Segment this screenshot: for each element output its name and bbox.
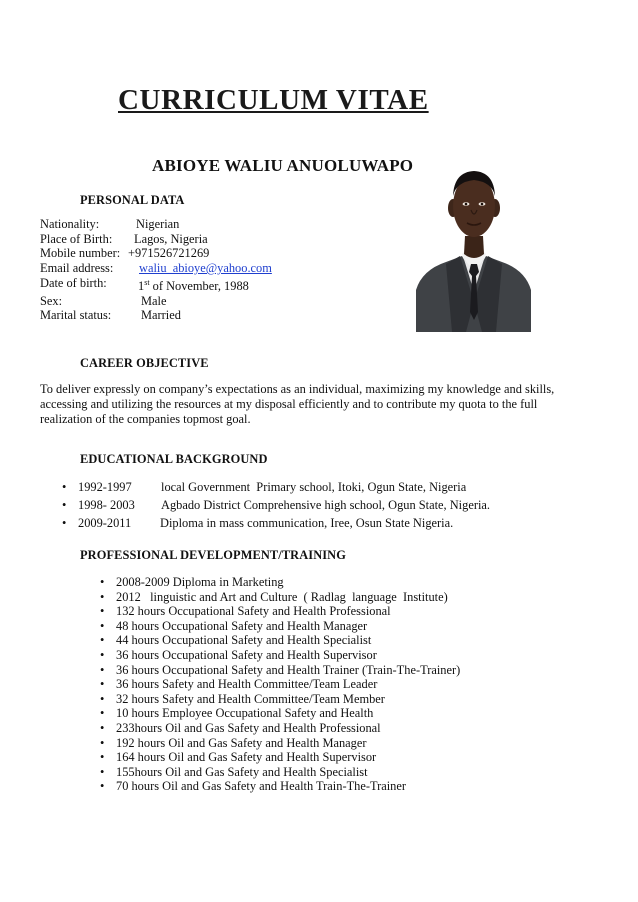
birthplace-value: Lagos, Nigeria	[134, 231, 208, 246]
training-item-text: 2012 linguistic and Art and Culture ( Radlag language Institute)	[116, 589, 448, 604]
document-title: CURRICULUM VITAE	[118, 84, 429, 116]
personal-row-email	[40, 261, 272, 276]
training-item-text: 48 hours Occupational Safety and Health Manager	[116, 618, 368, 633]
education-years: 1992-1997	[78, 480, 132, 494]
list-item	[100, 765, 460, 780]
education-school: local Government Primary school, Itoki, Ogun State, Nigeria	[161, 480, 467, 494]
bullet-icon: •	[100, 575, 105, 589]
list-item	[100, 750, 460, 765]
training-item-text: 70 hours Oil and Gas Safety and Health Train-The-Trainer	[116, 779, 406, 794]
training-item-text: 44 hours Occupational Safety and Health Specialist	[116, 633, 372, 648]
bullet-icon: •	[100, 706, 105, 721]
education-school: Diploma in mass communication, Iree, Osun State Nigeria.	[160, 516, 454, 531]
list-item	[100, 633, 460, 648]
bullet-icon: •	[100, 604, 105, 619]
nationality-label: Nationality:	[40, 217, 100, 231]
email-label: Email address:	[40, 261, 114, 276]
training-item-text: 36 hours Safety and Health Committee/Team Leader	[116, 677, 378, 692]
list-item	[100, 692, 460, 707]
training-item-text: 233hours Oil and Gas Safety and Health Professional	[116, 720, 381, 735]
list-item	[100, 663, 460, 678]
list-item	[100, 706, 460, 721]
bullet-icon: •	[100, 647, 105, 662]
personal-data-table	[40, 217, 272, 323]
bullet-icon: •	[100, 691, 105, 706]
mobile-value: +971526721269	[128, 246, 210, 261]
list-item	[100, 721, 460, 736]
education-list	[62, 478, 490, 533]
training-item-text: 132 hours Occupational Safety and Health Professional	[116, 604, 391, 619]
bullet-icon: •	[100, 779, 105, 794]
bullet-icon: •	[100, 750, 105, 765]
education-years: 2009-2011	[78, 516, 132, 531]
list-item	[100, 736, 460, 751]
candidate-name: ABIOYE WALIU ANUOLUWAPO	[152, 156, 414, 175]
dob-value	[138, 276, 249, 294]
education-heading: EDUCATIONAL BACKGROUND	[80, 452, 268, 466]
training-list	[100, 575, 460, 794]
list-item	[100, 779, 460, 794]
personal-row-mobile	[40, 246, 272, 261]
training-item-text: 10 hours Employee Occupational Safety and Health	[116, 706, 374, 721]
birthplace-label: Place of Birth:	[40, 231, 113, 246]
list-item	[100, 677, 460, 692]
education-school: Agbado District Comprehensive high school, Ogun State, Nigeria.	[161, 498, 490, 513]
training-heading: PROFESSIONAL DEVELOPMENT/TRAINING	[80, 548, 346, 562]
training-item-text: 32 hours Safety and Health Committee/Team Member	[116, 691, 385, 706]
list-item	[62, 478, 490, 496]
list-item	[100, 590, 460, 605]
training-item-text: 2008-2009 Diploma in Marketing	[116, 575, 284, 589]
nationality-value: Nigerian	[136, 217, 180, 231]
list-item	[100, 648, 460, 663]
bullet-icon: •	[100, 735, 105, 750]
career-objective-heading: CAREER OBJECTIVE	[80, 356, 209, 370]
list-item	[62, 496, 490, 514]
bullet-icon: •	[100, 662, 105, 677]
personal-row-sex	[40, 294, 272, 309]
marital-label: Marital status:	[40, 308, 112, 323]
mobile-label: Mobile number:	[40, 246, 121, 261]
list-item	[100, 619, 460, 634]
marital-value: Married	[141, 308, 181, 323]
bullet-icon: •	[100, 720, 105, 735]
dob-day: 1	[138, 278, 145, 293]
bullet-icon: •	[100, 589, 105, 604]
career-objective-text	[40, 382, 580, 428]
bullet-icon: •	[100, 764, 105, 779]
list-item	[62, 514, 490, 532]
personal-row-dob	[40, 276, 272, 294]
email-link[interactable]: waliu_abioye@yahoo.com	[139, 261, 272, 276]
training-item-text: 36 hours Occupational Safety and Health Trainer (Train-The-Trainer)	[116, 662, 461, 677]
bullet-icon: •	[100, 633, 105, 648]
education-years: 1998- 2003	[78, 498, 135, 513]
training-item-text: 36 hours Occupational Safety and Health Supervisor	[116, 647, 377, 662]
bullet-icon: •	[100, 618, 105, 633]
sex-label: Sex:	[40, 293, 63, 308]
training-item-text: 164 hours Oil and Gas Safety and Health Supervisor	[116, 750, 377, 765]
dob-rest: of November, 1988	[149, 278, 249, 293]
training-item-text: 192 hours Oil and Gas Safety and Health Manager	[116, 735, 367, 750]
profile-photo	[416, 152, 531, 332]
personal-row-marital	[40, 308, 272, 323]
sex-value: Male	[141, 293, 167, 308]
training-item-text: 155hours Oil and Gas Safety and Health Specialist	[116, 764, 368, 779]
personal-data-heading: PERSONAL DATA	[80, 193, 185, 207]
bullet-icon: •	[62, 498, 67, 513]
personal-row-birthplace	[40, 232, 272, 247]
bullet-icon: •	[100, 677, 105, 692]
list-item	[100, 575, 460, 590]
dob-label: Date of birth:	[40, 275, 107, 290]
list-item	[100, 604, 460, 619]
career-line: realization of the companies topmost goal.	[40, 412, 251, 427]
bullet-icon: •	[62, 480, 67, 494]
dob-ordinal: st	[144, 277, 150, 287]
personal-row-nationality	[40, 217, 272, 232]
bullet-icon: •	[62, 516, 67, 531]
career-line: accessing and utilizing the resources at my disposal efficiently and to contribute my quota to the full	[40, 397, 538, 412]
career-line: To deliver expressly on company’s expectations as an individual, maximizing my knowledge and skills,	[40, 382, 555, 396]
